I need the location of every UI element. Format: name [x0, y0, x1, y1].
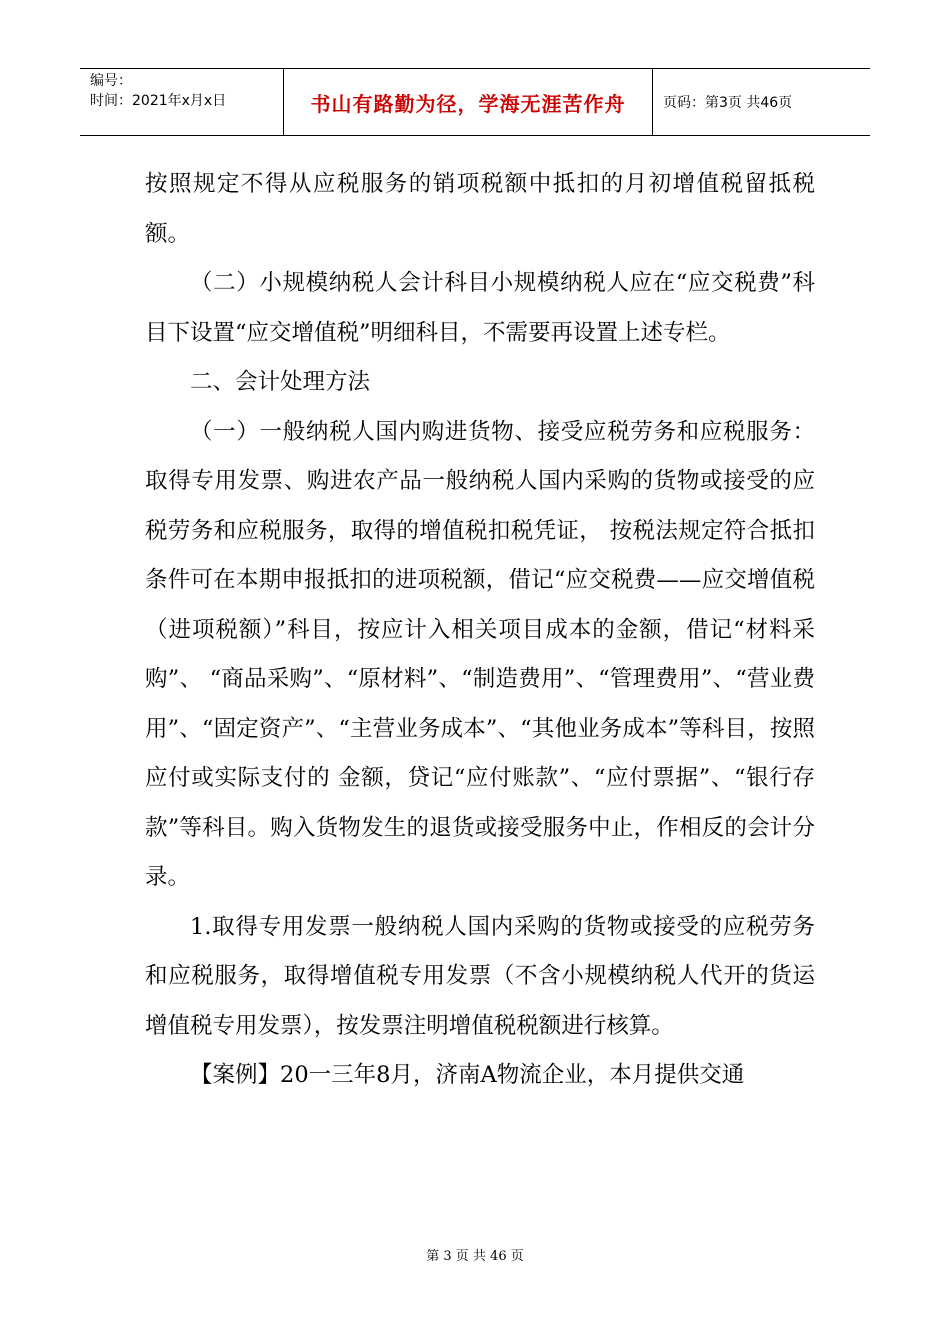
- header-meta: [80, 69, 284, 135]
- paragraph-2: （二）小规模纳税人会计科目小规模纳税人应在“应交税费”科目下设置“应交增值税”明细科目，不需要再设置上述专栏。: [145, 270, 815, 346]
- document-body: [145, 160, 815, 1101]
- document-number-label: 编号：: [90, 73, 132, 89]
- paragraph-4: 1.取得专用发票一般纳税人国内采购的货物或接受的应税劳务和应税服务，取得增值税专用发票（不含小规模纳税人代开的货运增值税专用发票），按发票注明增值税税额进行核算。: [145, 913, 815, 1039]
- header-page-info: 页码：第3页 共46页: [663, 95, 793, 111]
- paragraph-1: 按照规定不得从应税服务的销项税额中抵扣的月初增值税留抵税额。: [145, 171, 815, 247]
- paragraph-3: （一）一般纳税人国内购进货物、接受应税劳务和应税服务：取得专用发票、购进农产品一般纳税人国内采购的货物或接受的应税劳务和应税服务，取得的增值税扣税凭证， 按税法规定符合抵扣条件可在本期申报抵扣的进项税额，借记“应交税费——应交增值税（进项税额）”科目，按应计入相关项目成本的金额，借记“材料采购”、 “商品采购”、“原材料”、“制造费用”、“管理费用”、“营业费用”、“固定资产”、“主营业务成本”、“其他业务成本”等科目，按照应付或实际支付的 金额，贷记“应付账款”、“应付票据”、“银行存款”等科目。购入货物发生的退货或接受服务中止，作相反的会计分录。: [145, 418, 815, 890]
- page-footer: 第 3 页 共 46 页: [426, 1249, 524, 1264]
- section-heading: 二、会计处理方法: [190, 369, 371, 395]
- paragraph-5: 【案例】20一三年8月，济南A物流企业，本月提供交通: [190, 1062, 745, 1088]
- document-date: 时间：2021年x月x日: [90, 93, 227, 109]
- page-header: [80, 68, 870, 136]
- header-motto: 书山有路勤为径，学海无涯苦作舟: [284, 69, 653, 135]
